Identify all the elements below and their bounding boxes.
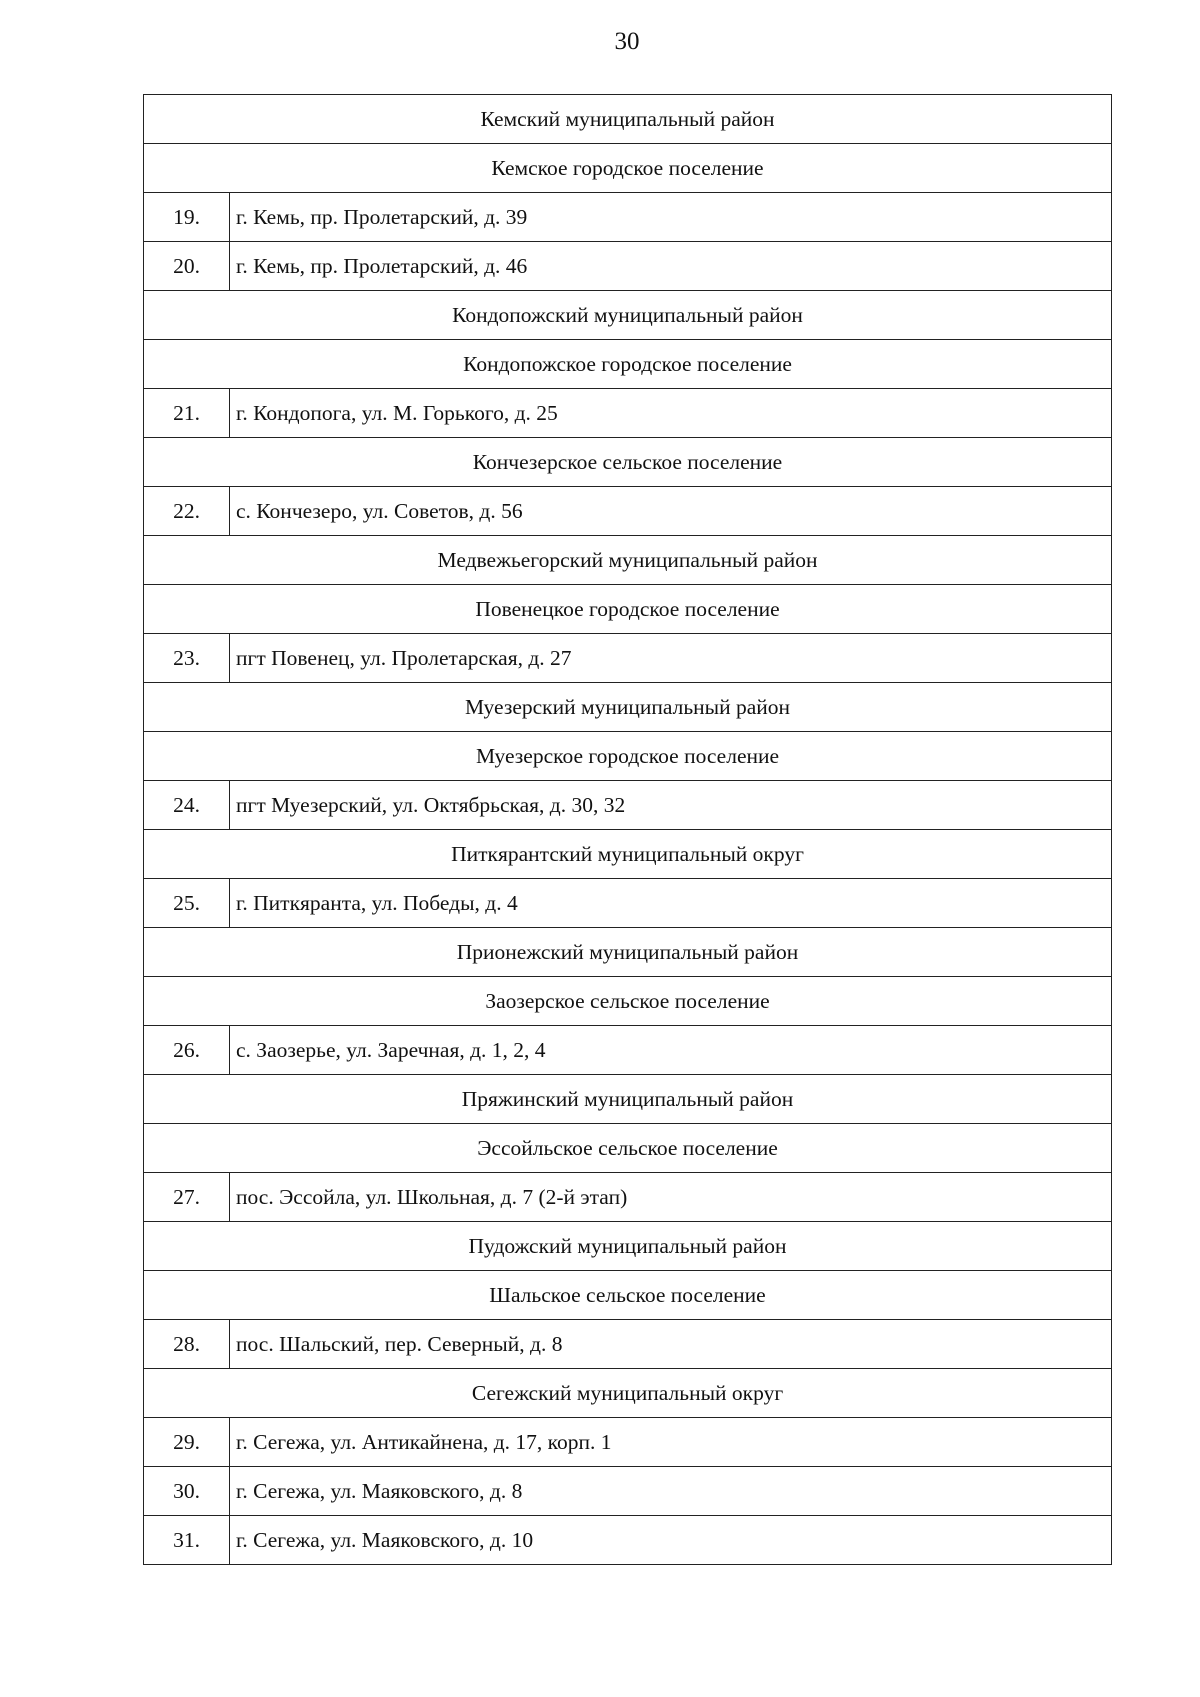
table-row [144,193,1112,242]
section-header: Кемское городское поселение [144,144,1112,193]
section-header-row [144,144,1112,193]
section-header: Сегежский муниципальный округ [144,1369,1112,1418]
page-number: 30 [614,28,640,55]
row-number: 22. [144,487,230,536]
section-header-row [144,536,1112,585]
section-header: Кондопожское городское поселение [144,340,1112,389]
table-row [144,1516,1112,1565]
row-address: с. Кончезеро, ул. Советов, д. 56 [230,487,1112,536]
row-number: 19. [144,193,230,242]
section-header-row [144,95,1112,144]
address-table-body [144,95,1112,1565]
section-header-row [144,291,1112,340]
table-row [144,1418,1112,1467]
row-address: г. Кондопога, ул. М. Горького, д. 25 [230,389,1112,438]
section-header-row [144,732,1112,781]
section-header: Питкярантский муниципальный округ [144,830,1112,879]
section-header: Медвежьегорский муниципальный район [144,536,1112,585]
row-address: г. Питкяранта, ул. Победы, д. 4 [230,879,1112,928]
row-address: г. Сегежа, ул. Маяковского, д. 10 [230,1516,1112,1565]
row-number: 24. [144,781,230,830]
section-header-row [144,1271,1112,1320]
row-address: пгт Повенец, ул. Пролетарская, д. 27 [230,634,1112,683]
table-row [144,1173,1112,1222]
section-header: Шальское сельское поселение [144,1271,1112,1320]
row-number: 20. [144,242,230,291]
section-header-row [144,438,1112,487]
section-header-row [144,340,1112,389]
row-number: 23. [144,634,230,683]
section-header-row [144,1222,1112,1271]
table-row [144,781,1112,830]
row-address: с. Заозерье, ул. Заречная, д. 1, 2, 4 [230,1026,1112,1075]
table-row [144,389,1112,438]
row-number: 28. [144,1320,230,1369]
section-header: Кончезерское сельское поселение [144,438,1112,487]
row-address: г. Сегежа, ул. Маяковского, д. 8 [230,1467,1112,1516]
table-row [144,487,1112,536]
table-row [144,1320,1112,1369]
address-table [143,94,1112,1565]
table-row [144,1026,1112,1075]
section-header: Пряжинский муниципальный район [144,1075,1112,1124]
section-header: Кондопожский муниципальный район [144,291,1112,340]
table-row [144,634,1112,683]
row-address: пос. Эссойла, ул. Школьная, д. 7 (2-й этап) [230,1173,1112,1222]
table-row [144,242,1112,291]
section-header-row [144,830,1112,879]
section-header-row [144,977,1112,1026]
row-number: 30. [144,1467,230,1516]
section-header-row [144,1124,1112,1173]
section-header-row [144,585,1112,634]
row-address: г. Сегежа, ул. Антикайнена, д. 17, корп. 1 [230,1418,1112,1467]
section-header-row [144,683,1112,732]
section-header: Эссойльское сельское поселение [144,1124,1112,1173]
row-address: г. Кемь, пр. Пролетарский, д. 39 [230,193,1112,242]
row-address: пос. Шальский, пер. Северный, д. 8 [230,1320,1112,1369]
section-header: Кемский муниципальный район [144,95,1112,144]
section-header: Муезерское городское поселение [144,732,1112,781]
row-number: 21. [144,389,230,438]
section-header: Муезерский муниципальный район [144,683,1112,732]
row-number: 27. [144,1173,230,1222]
section-header: Повенецкое городское поселение [144,585,1112,634]
row-address: г. Кемь, пр. Пролетарский, д. 46 [230,242,1112,291]
row-address: пгт Муезерский, ул. Октябрьская, д. 30, 32 [230,781,1112,830]
table-row [144,1467,1112,1516]
section-header-row [144,928,1112,977]
section-header-row [144,1075,1112,1124]
row-number: 29. [144,1418,230,1467]
section-header: Прионежский муниципальный район [144,928,1112,977]
section-header: Заозерское сельское поселение [144,977,1112,1026]
table-row [144,879,1112,928]
row-number: 26. [144,1026,230,1075]
row-number: 31. [144,1516,230,1565]
section-header: Пудожский муниципальный район [144,1222,1112,1271]
section-header-row [144,1369,1112,1418]
row-number: 25. [144,879,230,928]
